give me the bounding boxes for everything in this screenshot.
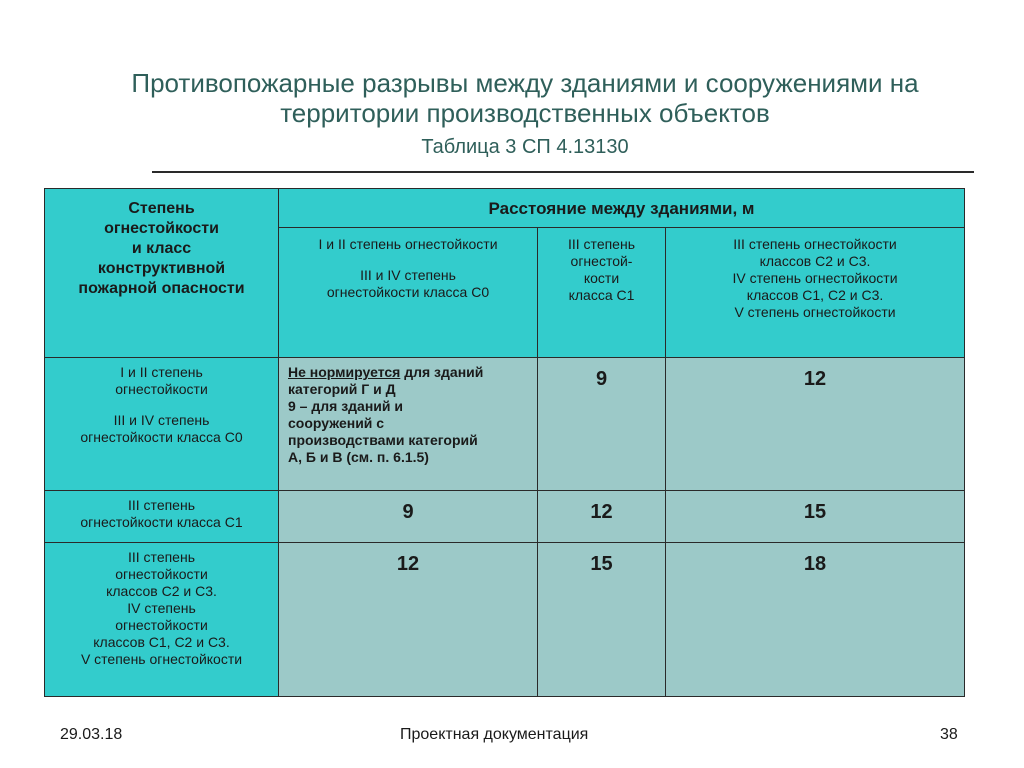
row-1-value: 12 — [666, 358, 965, 491]
col-header-2-line: огнестой- — [570, 253, 633, 269]
corner-header-line: конструктивной — [97, 260, 226, 277]
row-header-1-line: I и II степень — [120, 364, 203, 380]
col-header-3-line: IV степень огнестойкости — [732, 270, 898, 286]
row-2-value: 12 — [538, 491, 666, 543]
corner-header-line: и класс — [131, 240, 192, 257]
row-header-1-line: III и IV степень — [113, 412, 210, 428]
col-header-1 — [279, 228, 538, 358]
row-header-2-line: III степень — [128, 497, 195, 513]
title-line-2: территории производственных объектов — [280, 98, 770, 128]
row-header-3-line: III степень — [128, 549, 195, 565]
row-3-value: 15 — [538, 543, 666, 697]
table-reference: Таблица 3 СП 4.13130 — [421, 136, 629, 158]
title-divider — [152, 171, 974, 173]
row-1-note-cell — [279, 358, 538, 491]
footer-date: 29.03.18 — [60, 726, 123, 743]
col-header-1-line: III и IV степень — [360, 267, 456, 283]
row-2-value: 15 — [666, 491, 965, 543]
row-header-1 — [45, 358, 279, 491]
row-1-note-line: 9 – для зданий и — [288, 398, 403, 414]
row-1-note-line: производствами категорий — [288, 432, 478, 448]
row-1-note-line: А, Б и В (см. п. 6.1.5) — [288, 449, 429, 465]
corner-header-line: Степень — [128, 200, 195, 217]
row-3-value: 12 — [279, 543, 538, 697]
corner-header-line: огнестойкости — [104, 220, 219, 237]
row-header-3 — [45, 543, 279, 697]
row-header-3-line: огнестойкости — [115, 617, 208, 633]
row-1-note-line — [288, 364, 531, 381]
col-header-3-line: III степень огнестойкости — [733, 236, 897, 252]
col-header-1-line: I и II степень огнестойкости — [318, 236, 498, 252]
col-header-3-line: классов С1, С2 и С3. — [746, 287, 884, 303]
not-regulated-text: Не нормируется — [288, 364, 401, 380]
row-header-1-line: огнестойкости — [115, 381, 208, 397]
col-header-2-line: III степень — [568, 236, 635, 252]
corner-header — [45, 189, 279, 358]
corner-header-line: пожарной опасности — [78, 280, 245, 297]
col-header-3 — [666, 228, 965, 358]
col-header-3-line: V степень огнестойкости — [734, 304, 896, 320]
row-1-value: 9 — [538, 358, 666, 491]
row-header-1-line: огнестойкости класса С0 — [80, 429, 243, 445]
row-1-note-line: категорий Г и Д — [288, 381, 396, 397]
row-header-3-line: классов С2 и С3. — [106, 583, 217, 599]
page-number: 38 — [940, 726, 958, 743]
footer-title: Проектная документация — [400, 726, 589, 743]
distance-header: Расстояние между зданиями, м — [279, 189, 965, 228]
col-header-1-line: огнестойкости класса С0 — [326, 284, 490, 300]
row-2-value: 9 — [279, 491, 538, 543]
row-1-note-line: сооружений с — [288, 415, 385, 431]
row-header-3-line: огнестойкости — [115, 566, 208, 582]
row-header-2 — [45, 491, 279, 543]
col-header-2 — [538, 228, 666, 358]
slide-title — [60, 68, 990, 160]
fire-distance-table — [44, 188, 965, 697]
col-header-3-line: классов С2 и С3. — [759, 253, 871, 269]
row-1-note-rest: для зданий — [400, 364, 484, 380]
row-header-2-line: огнестойкости класса С1 — [80, 514, 243, 530]
row-header-3-line: IV степень — [127, 600, 196, 616]
col-header-2-line: класса С1 — [568, 287, 635, 303]
row-3-value: 18 — [666, 543, 965, 697]
title-line-1: Противопожарные разрывы между зданиями и сооружениями на — [131, 68, 919, 98]
row-header-3-line: классов С1, С2 и С3. — [93, 634, 230, 650]
row-header-3-line: V степень огнестойкости — [80, 651, 243, 667]
col-header-2-line: кости — [583, 270, 620, 286]
